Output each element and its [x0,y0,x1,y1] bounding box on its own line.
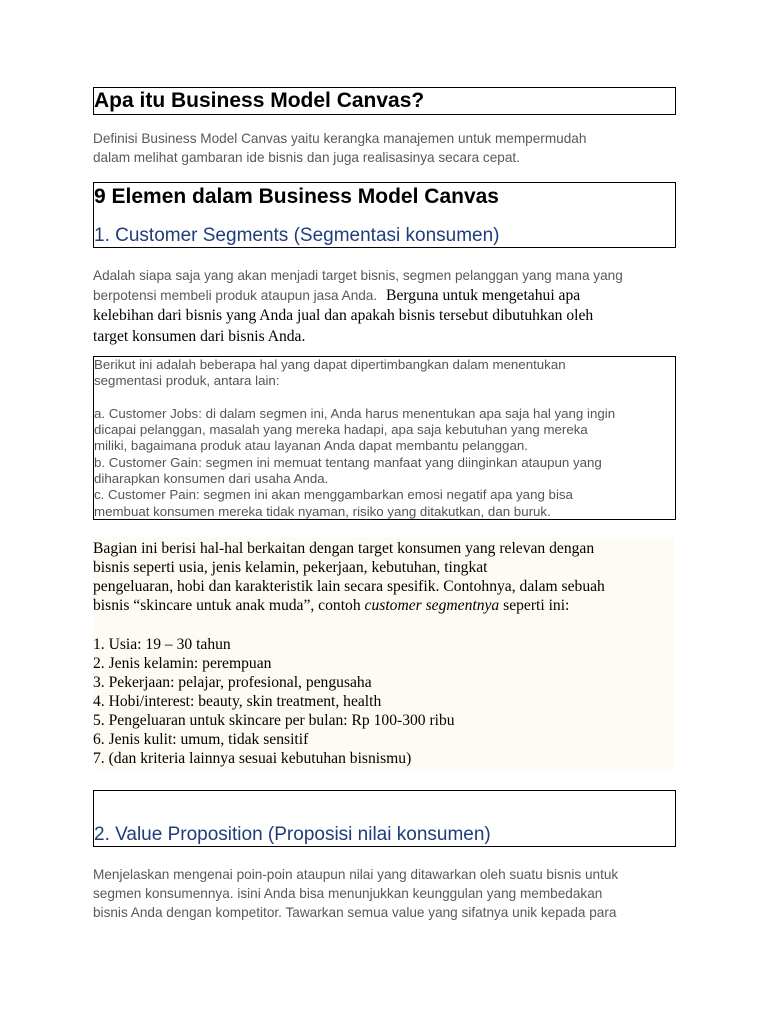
considerations-box [93,356,676,520]
subsection-heading: 1. Customer Segments (Segmentasi konsumen) [94,225,500,246]
text-line: membuat konsumen mereka tidak nyaman, risiko yang ditakutkan, dan buruk. [94,503,551,519]
subsection-heading: 2. Value Proposition (Proposisi nilai konsumen) [94,824,491,845]
text-line [93,286,693,305]
text-line: c. Customer Pain: segmen ini akan menggambarkan emosi negatif apa yang bisa [94,487,573,503]
text-line: Bagian ini berisi hal-hal berkaitan dengan target konsumen yang relevan dengan [93,540,595,557]
list-item: 2. Jenis kelamin: perempuan [93,655,272,672]
considerations-text [94,357,676,520]
text-line: Definisi Business Model Canvas yaitu kerangka manajemen untuk mempermudah [93,131,587,146]
section-heading: 9 Elemen dalam Business Model Canvas [94,185,499,208]
text-line: diharapkan konsumen dari usaha Anda. [94,471,329,487]
text-span: berpotensi membeli produk ataupun jasa Anda. [93,288,378,303]
text-line: dalam melihat gambaran ide bisnis dan juga realisasinya secara cepat. [93,150,520,165]
text-line: Berikut ini adalah beberapa hal yang dapat dipertimbangkan dalam menentukan [94,357,566,372]
text-line: miliki, bagaimana produk atau layanan Anda dapat membantu pelanggan. [94,438,528,454]
text-span: bisnis “skincare untuk anak muda”, contoh [93,597,361,614]
text-line: kelebihan dari bisnis yang Anda jual dan apakah bisnis tersebut dibutuhkan oleh [93,307,594,324]
text-line [93,596,693,615]
text-line: dicapai pelanggan, masalah yang mereka hadapi, apa saja kebutuhan yang mereka [94,422,588,438]
customer-segments-intro [93,266,693,347]
list-item: 4. Hobi/interest: beauty, skin treatment, health [93,693,382,710]
text-line [94,390,676,406]
example-list [93,635,693,768]
list-item: 6. Jenis kulit: umum, tidak sensitif [93,731,309,748]
definition-paragraph [93,129,683,167]
list-item: 7. (dan kriteria lainnya sesuai kebutuhan bisnismu) [93,750,412,767]
text-line: Menjelaskan mengenai poin-poin ataupun nilai yang ditawarkan oleh suatu bisnis untuk [93,867,619,882]
text-line: pengeluaran, hobi dan karakteristik lain secara spesifik. Contohnya, dalam sebuah [93,578,605,595]
text-line: target konsumen dari bisnis Anda. [93,328,306,345]
text-line: segmentasi produk, antara lain: [94,373,280,389]
example-paragraph [93,539,693,615]
text-line: bisnis seperti usia, jenis kelamin, pekerjaan, kebutuhan, tingkat [93,559,488,576]
section-title-box [93,87,676,115]
example-block [93,537,675,769]
value-proposition-paragraph [93,865,693,922]
text-span: customer segmentnya [364,597,500,614]
list-item: 1. Usia: 19 – 30 tahun [93,636,231,653]
elements-heading-box [93,182,676,248]
text-span: seperti ini: [503,597,570,614]
list-item: 5. Pengeluaran untuk skincare per bulan: Rp 100-300 ribu [93,712,455,729]
text-line: a. Customer Jobs: di dalam segmen ini, Anda harus menentukan apa saja hal yang ingin [94,405,616,421]
list-item: 3. Pekerjaan: pelajar, profesional, pengusaha [93,674,372,691]
text-line: b. Customer Gain: segmen ini memuat tentang manfaat yang diinginkan ataupun yang [94,454,602,470]
text-line: Adalah siapa saja yang akan menjadi target bisnis, segmen pelanggan yang mana yang [93,268,623,283]
page-title: Apa itu Business Model Canvas? [94,89,425,112]
text-line: segmen konsumennya. isini Anda bisa menunjukkan keunggulan yang membedakan [93,886,603,901]
text-line: bisnis Anda dengan kompetitor. Tawarkan semua value yang sifatnya unik kepada para [93,905,617,920]
value-proposition-box [93,790,676,847]
text-span: Berguna untuk mengetahui apa [386,287,581,304]
